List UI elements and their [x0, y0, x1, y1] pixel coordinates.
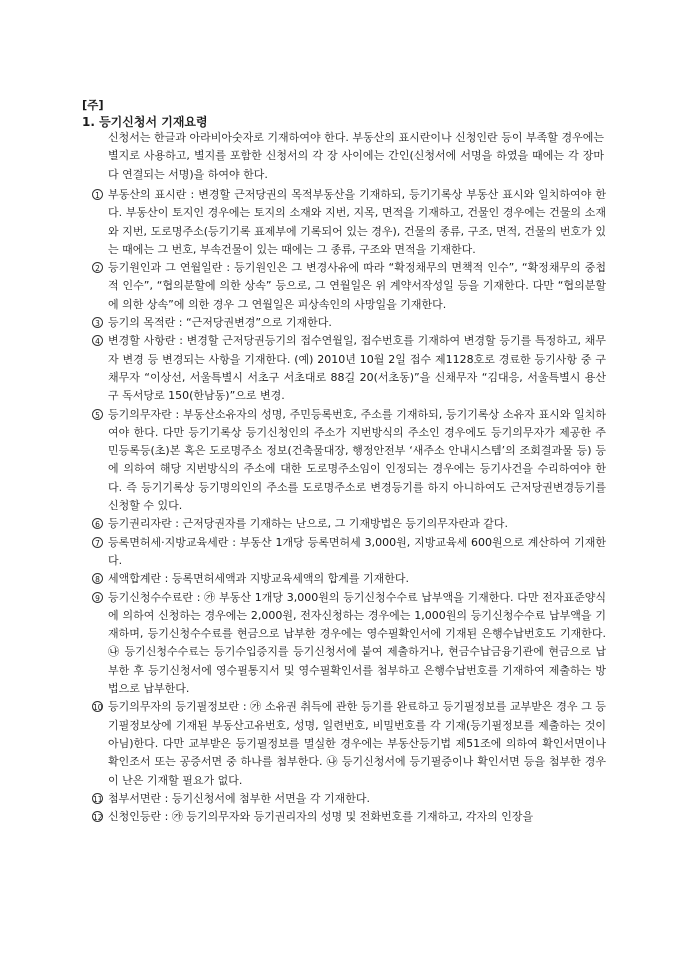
- list-item: [92, 790, 606, 808]
- item-text: 등록면허세·지방교육세란 : 부동산 1개당 등록면허세 3,000원, 지방교육세 600원으로 계산하여 기재한다.: [108, 535, 606, 567]
- item-number: 1: [92, 189, 103, 200]
- list-item: [92, 570, 606, 588]
- list-item: [92, 698, 606, 789]
- item-number: 5: [92, 409, 103, 420]
- item-number: 7: [92, 537, 103, 548]
- item-text: 등기신청수수료란 : ㉮ 부동산 1개당 3,000원의 등기신청수수료 납부액을 기재한다. 다만 전자표준양식에 의하여 신청하는 경우에는 2,000원, 전자신청하는 경우에는 1,000원의 등기신청수수료 납부액을 기재하며, 등기신청수수료를 현금으로 납부한 경우에는 영수필확인서에 기재된 은행수납번호도 기재한다. ㉯ 등기신청수수료는 등기수입증지를 등기신청서에 붙여 제출하거나, 현금수납금융기관에 현금으로 납부한 후 등기신청서에 영수필통지서 및 영수필확인서를 첨부하고 은행수납번호를 기재하여 제출하는 방법으로 납부한다.: [108, 590, 606, 696]
- item-number: 11: [93, 794, 103, 804]
- instruction-list: [92, 186, 606, 826]
- item-number: 12: [93, 813, 103, 823]
- item-number: 9: [92, 592, 103, 603]
- list-item: [92, 808, 606, 826]
- item-text: 등기의무자란 : 부동산소유자의 성명, 주민등록번호, 주소를 기재하되, 등기기록상 소유자 표시와 일치하여야 한다. 다만 등기기록상 등기신청인의 주소가 지번방식의 주소인 경우에도 등기의무자가 제공한 주민등록등(초)본 혹은 도로명주소 정보(건축물대장, 행정안전부 ‘새주소 안내시스템’의 조회결과물 등) 등에 의하여 해당 지번방식의 주소에 대한 도로명주소임이 인정되는 경우에는 등기사건을 수리하여야 한다. 즉 등기기록상 등기명의인의 주소를 도로명주소로 변경등기를 하지 아니하여도 근저당권변경등기를 신청할 수 있다.: [108, 407, 606, 513]
- item-text: 부동산의 표시란 : 변경할 근저당권의 목적부동산을 기재하되, 등기기록상 부동산 표시와 일치하여야 한다. 부동산이 토지인 경우에는 토지의 소재와 지번, 지목, 면적을 기재하고, 건물인 경우에는 건물의 소재와 지번, 도로명주소(등기기록 표제부에 기록되어 있는 경우), 건물의 종류, 구조, 면적, 건물의 번호가 있는 때에는 그 번호, 부속건물이 있는 때에는 그 종류, 구조와 면적을 기재한다.: [108, 188, 606, 256]
- item-text: 신청인등란 : ㉮ 등기의무자와 등기권리자의 성명 및 전화번호를 기재하고, 각자의 인장을: [108, 810, 534, 824]
- list-item: [92, 186, 606, 259]
- list-item: [92, 259, 606, 314]
- item-text: 변경할 사항란 : 변경할 근저당권등기의 접수연월일, 접수번호를 기재하여 변경할 등기를 특정하고, 채무자 변경 등 변경되는 사항을 기재한다. (예) 2010년 10월 2일 접수 제1128호로 경료한 등기사항 중 구채무자 “이상선, 서울특별시 서초구 서초대로 88길 20(서초동)”을 신채무자 “김대응, 서울특별시 용산구 독서당로 150(한남동)”으로 변경.: [108, 334, 606, 403]
- note-label: [주]: [82, 98, 104, 112]
- section-heading: 1. 등기신청서 기재요령: [82, 115, 208, 129]
- item-number: 8: [92, 573, 103, 584]
- list-item: [92, 332, 606, 405]
- list-item: [92, 534, 606, 571]
- item-number: 4: [92, 335, 103, 346]
- item-text: 세액합계란 : 등록면허세액과 지방교육세액의 합계를 기재한다.: [108, 572, 409, 586]
- item-text: 등기원인과 그 연월일란 : 등기원인은 그 변경사유에 따라 “확정채무의 면책적 인수”, “확정채무의 중첩적 인수”, “협의분할에 의한 상속” 등으로, 그 연월일은 위 계약서작성일 등을 기재한다. 다만 “협의분할에 의한 상속”에 의한 경우 그 연월일은 피상속인의 사망일을 기재한다.: [108, 261, 606, 311]
- item-number: 10: [93, 703, 103, 713]
- item-number: 6: [92, 518, 103, 529]
- intro-paragraph: 신청서는 한글과 아라비아숫자로 기재하여야 한다. 부동산의 표시란이나 신청인란 등이 부족할 경우에는 별지로 사용하고, 별지를 포함한 신청서의 각 장 사이에는 간인(신청서에 서명을 하였을 때에는 각 장마다 연결되는 서명)을 하여야 한다.: [108, 131, 604, 181]
- item-text: 첨부서면란 : 등기신청서에 첨부한 서면을 각 기재한다.: [108, 791, 370, 805]
- item-text: 등기권리자란 : 근저당권자를 기재하는 난으로, 그 기재방법은 등기의무자란과 같다.: [108, 517, 508, 531]
- item-number: 3: [92, 317, 103, 328]
- list-item: [92, 406, 606, 516]
- item-text: 등기의 목적란 : “근저당권변경”으로 기재한다.: [108, 316, 332, 330]
- item-text: 등기의무자의 등기필정보란 : ㉮ 소유권 취득에 관한 등기를 완료하고 등기필정보를 교부받은 경우 그 등기필정보상에 기재된 부동산고유번호, 성명, 일련번호, 비밀번호를 각 기재(등기필정보를 제출하는 것이 아님)한다. 다만 교부받은 등기필정보를 멸실한 경우에는 부동산등기법 제51조에 의하여 확인서면이나 확인조서 또는 공증서면 중 하나를 첨부한다. ㉯ 등기신청서에 등기필증이나 확인서면 등을 첨부한 경우 이 난은 기재할 필요가 없다.: [108, 700, 606, 787]
- list-item: [92, 515, 606, 533]
- list-item: [92, 314, 606, 332]
- list-item: [92, 589, 606, 699]
- item-number: 2: [92, 262, 103, 273]
